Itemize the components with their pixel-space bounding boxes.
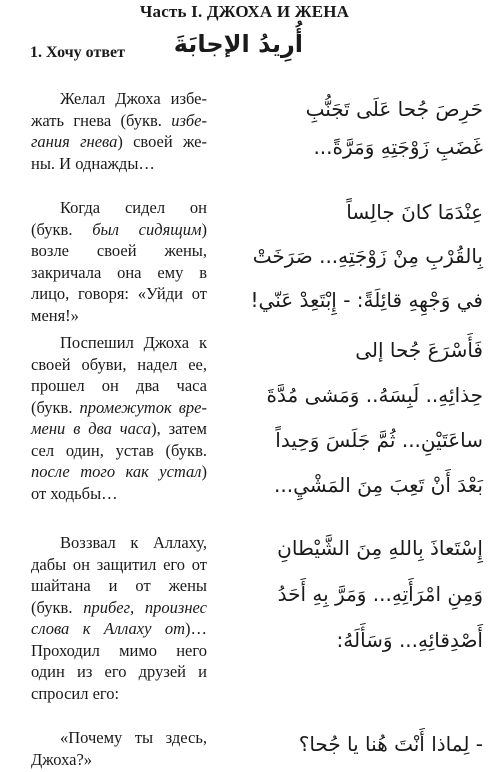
paragraph-text: Воззвал к Аллаху, дабы он защитил его от шайтана и от жены (букв. — [31, 533, 207, 617]
paragraph-text: Поспешил Джоха к своей обуви, надел ее, прошел он два часа (букв. — [31, 333, 207, 417]
paragraph-text: ) своей же-ны. И однажды… — [31, 132, 207, 173]
paragraph-italic: промежуток вре-мени в два часа — [31, 397, 207, 438]
paragraph-text: ), затем сел один, устав (букв. — [31, 419, 207, 460]
arabic-line: عِنْدَمَا كانَ جالِساً — [346, 200, 483, 224]
paragraph-italic: после того как устал — [31, 462, 202, 481]
arabic-section-title: أُرِيدُ الإجابَةَ — [173, 30, 303, 58]
paragraph-text: ) возле своей жены, закричала она ему в лицо, говоря: «Уйди от меня!» — [31, 219, 207, 325]
arabic-line: حَرِصَ جُحا عَلَى تَجَنُّبِ — [305, 97, 483, 121]
arabic-line: بَعْدَ أَنْ تَعِبَ مِنَ المَشْيِ... — [274, 473, 483, 497]
russian-paragraph-2 — [31, 197, 207, 326]
arabic-paragraph-4 — [221, 525, 483, 663]
arabic-line: فَأَسْرَعَ جُحا إلى — [355, 338, 483, 362]
arabic-line: إِسْتَعاذَ بِاللهِ مِنَ الشَّيْطانِ — [277, 536, 483, 560]
section-title: 1. Хочу ответ — [30, 44, 125, 61]
arabic-paragraph-1 — [221, 90, 483, 166]
russian-paragraph-1 — [31, 88, 207, 174]
arabic-line: - لِماذا أَنْتَ هُنا يا جُحا؟ — [298, 732, 483, 756]
arabic-paragraph-5 — [221, 724, 483, 764]
russian-paragraph-3 — [31, 332, 207, 504]
arabic-line: أَصْدِقائِهِ... وَسَأَلَهُ: — [336, 628, 483, 652]
paragraph-text: ) от ходьбы… — [31, 462, 207, 503]
arabic-line: حِذائِهِ.. لَبِسَهُ.. وَمَشى مُدَّةَ — [266, 383, 483, 407]
paragraph-italic: избе-гания гнева — [31, 110, 207, 151]
russian-paragraph-5 — [31, 727, 207, 770]
russian-paragraph-4 — [31, 532, 207, 704]
arabic-line: وَمِنِ امْرَأَتِهِ... وَمَرَّ بِهِ أَحَدُ — [277, 582, 483, 606]
paragraph-text: «Почему ты здесь, Джоха?» — [31, 728, 207, 769]
paragraph-text: )… Проходил мимо него один из его друзей и спросил его: — [31, 619, 207, 703]
paragraph-italic: прибег, произнес слова к Аллаху от — [31, 597, 207, 638]
arabic-line: غَضَبِ زَوْجَتِهِ وَمَرَّةً... — [313, 135, 483, 159]
arabic-paragraph-3 — [221, 328, 483, 508]
arabic-line: بِالقُرْبِ مِنْ زَوْجَتِهِ... صَرَخَتْ — [252, 244, 483, 268]
arabic-line: في وَجْهِهِ قائِلَةً: - إِبْتَعِدْ عَنّي! — [250, 288, 483, 312]
arabic-paragraph-2 — [221, 190, 483, 322]
paragraph-text: Когда сидел он (букв. — [31, 198, 207, 239]
paragraph-text: Желал Джоха избе-жать гнева (букв. — [31, 89, 207, 130]
paragraph-italic: был сидящим — [92, 219, 202, 239]
arabic-line: ساعَتَيْنِ... ثُمَّ جَلَسَ وَحِيداً — [275, 428, 483, 452]
page-title: Часть I. ДЖОХА И ЖЕНА — [139, 2, 350, 21]
